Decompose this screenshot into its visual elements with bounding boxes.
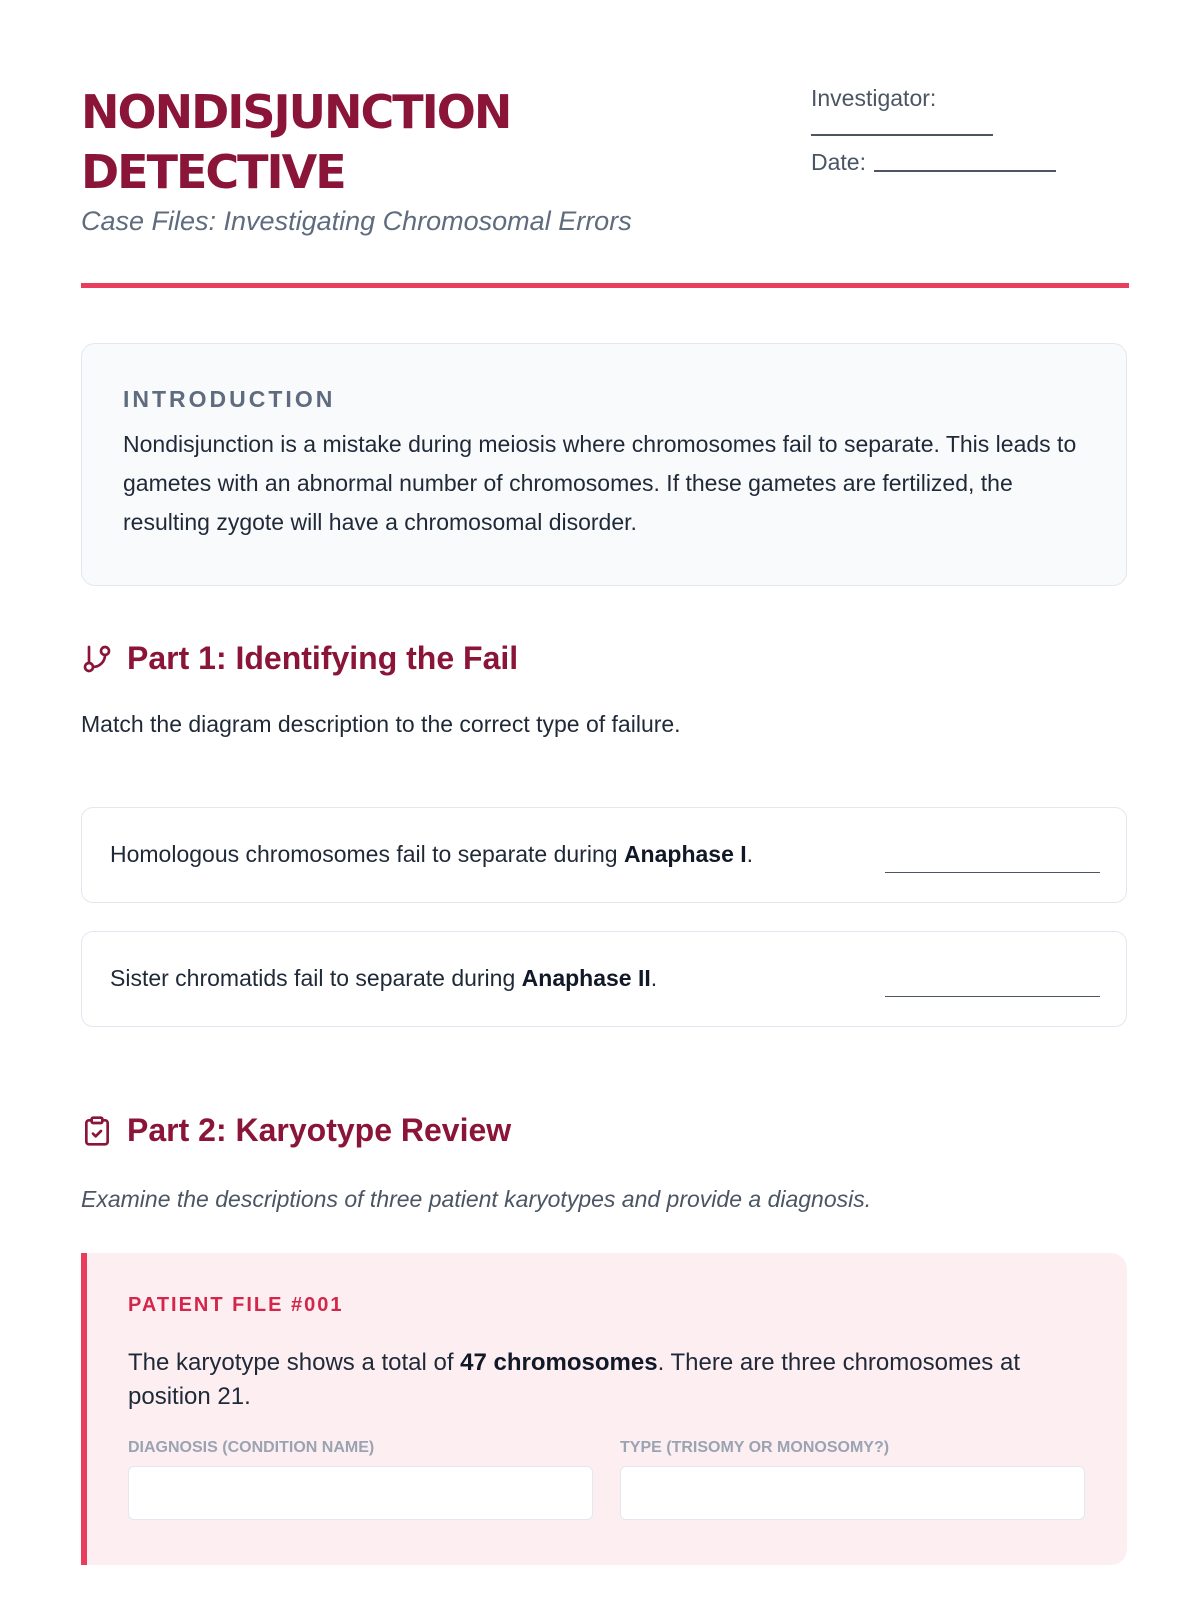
part1-instruction: Match the diagram description to the correct type of failure. [81, 711, 681, 737]
part2-instruction: Examine the descriptions of three patient karyotypes and provide a diagnosis. [81, 1186, 872, 1212]
match-text-bold: Anaphase I [623, 841, 747, 867]
match-text-bold: Anaphase II [521, 965, 651, 991]
patient-desc-after: . There are three chromosomes at position 21. [128, 1349, 1020, 1410]
clipboard-check-icon [81, 1115, 113, 1147]
diagnosis-field-group [128, 1439, 593, 1520]
match-answer-line[interactable] [885, 872, 1100, 873]
part1-title: Part 1: Identifying the Fail [127, 640, 519, 676]
match-item-text [110, 965, 657, 992]
diagnosis-input[interactable] [128, 1466, 593, 1520]
match-item-text [110, 841, 753, 868]
match-item-2 [81, 931, 1127, 1027]
type-field-group [620, 1439, 1085, 1520]
type-label: TYPE (TRISOMY OR MONOSOMY?) [620, 1439, 890, 1456]
introduction-text: Nondisjunction is a mistake during meiosis where chromosomes fail to separate. This leads to gametes with an abnormal number of chromosomes. If these gametes are fertilized, the resulting zygote will have a chromosomal disorder. [123, 431, 1077, 535]
match-answer-line[interactable] [885, 996, 1100, 997]
introduction-label: INTRODUCTION [123, 386, 336, 412]
patient-desc-bold: 47 chromosomes [460, 1349, 658, 1376]
diagnosis-label: DIAGNOSIS (CONDITION NAME) [128, 1439, 375, 1456]
introduction-box [81, 343, 1127, 586]
date-blank[interactable] [874, 148, 1056, 172]
patient-file-label: PATIENT FILE #001 [128, 1294, 344, 1316]
git-branch-icon [81, 643, 113, 675]
worksheet-page [81, 0, 1129, 1456]
patient-file-card [81, 1253, 1127, 1565]
investigator-blank[interactable] [811, 114, 993, 136]
patient-description [128, 1346, 1088, 1414]
part2-title: Part 2: Karyotype Review [127, 1112, 512, 1148]
match-text-after: . [650, 965, 658, 991]
title-line-1: NONDISJUNCTION [81, 85, 511, 139]
investigator-label: Investigator: [811, 85, 937, 111]
date-row [811, 146, 1081, 178]
header-divider [81, 283, 1129, 288]
match-text-before: Sister chromatids fail to separate during [110, 965, 522, 991]
match-text-before: Homologous chromosomes fail to separate during [110, 841, 624, 867]
title-line-2: DETECTIVE [81, 145, 345, 199]
match-text-after: . [746, 841, 754, 867]
date-label: Date: [811, 149, 866, 175]
match-item-1 [81, 807, 1127, 903]
investigator-meta [811, 82, 1081, 178]
part2-heading [81, 1112, 511, 1149]
page-title [81, 82, 510, 202]
type-input[interactable] [620, 1466, 1085, 1520]
patient-desc-before: The karyotype shows a total of [128, 1349, 461, 1376]
page-subtitle: Case Files: Investigating Chromosomal Errors [81, 206, 632, 236]
worksheet-header [81, 0, 1129, 290]
part1-heading [81, 640, 518, 677]
